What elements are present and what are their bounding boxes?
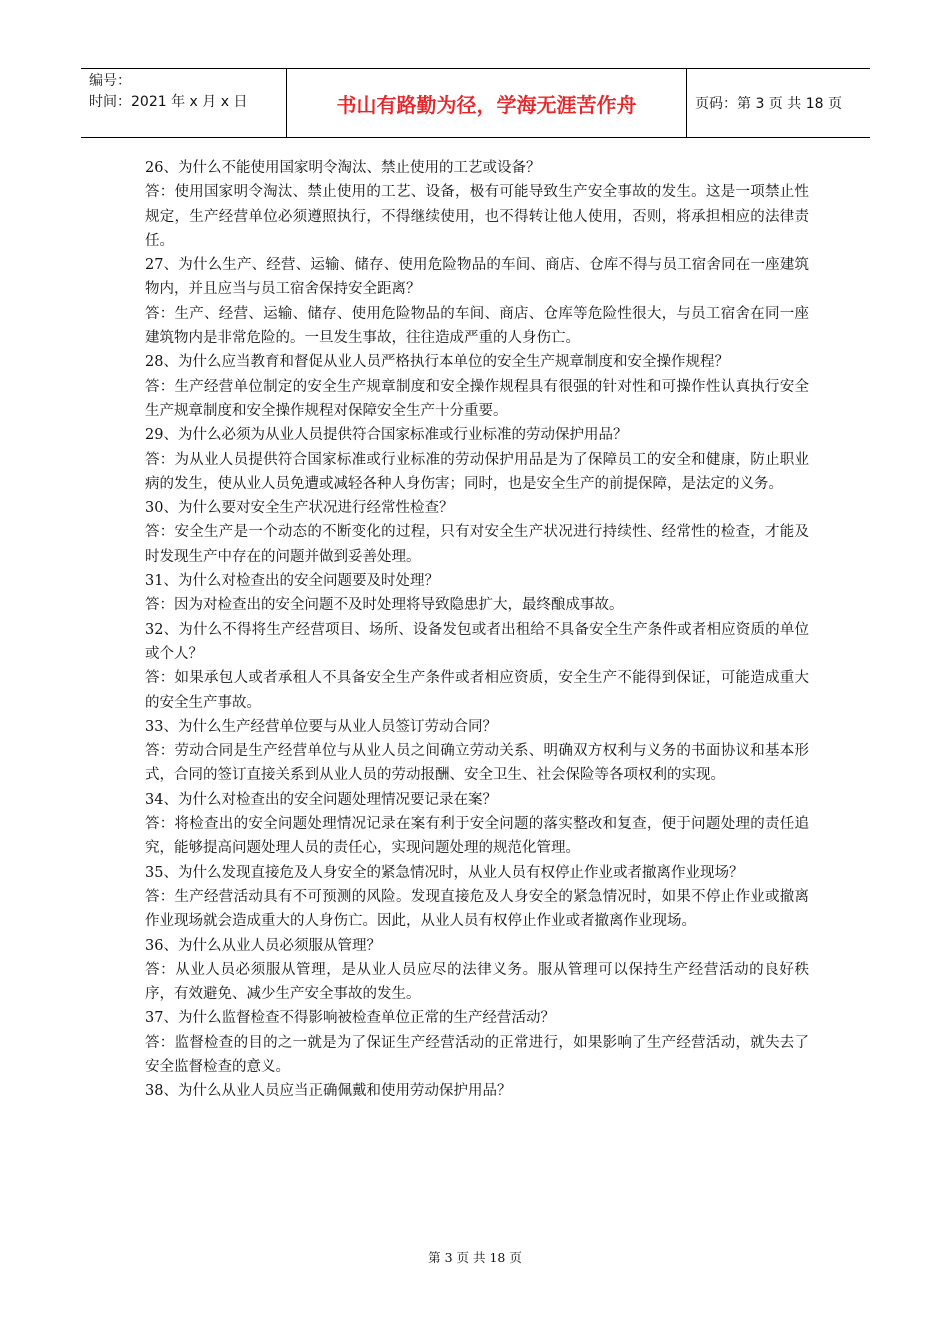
answer: 答：如果承包人或者承租人不具备安全生产条件或者相应资质，安全生产不能得到保证，可能造成重大的安全生产事故。 [145, 670, 809, 711]
answer: 答：生产经营单位制定的安全生产规章制度和安全操作规程具有很强的针对性和可操作性认真执行安全生产规章制度和安全操作规程对保障安全生产十分重要。 [145, 378, 809, 419]
question: 29、为什么必须为从业人员提供符合国家标准或行业标准的劳动保护用品？ [145, 427, 628, 444]
question: 27、为什么生产、经营、运输、储存、使用危险物品的车间、商店、仓库不得与员工宿舍同在一座建筑物内，并且应当与员工宿舍保持安全距离？ [145, 257, 809, 298]
question: 36、为什么从业人员必须服从管理？ [145, 937, 381, 954]
question: 33、为什么生产经营单位要与从业人员签订劳动合同？ [145, 718, 497, 735]
question: 30、为什么要对安全生产状况进行经常性检查？ [145, 500, 454, 517]
question: 28、为什么应当教育和督促从业人员严格执行本单位的安全生产规章制度和安全操作规程？ [145, 354, 729, 371]
answer: 答：使用国家明令淘汰、禁止使用的工艺、设备，极有可能导致生产安全事故的发生。这是一项禁止性规定，生产经营单位必须遵照执行，不得继续使用，也不得转让他人使用，否则，将承担相应的法律责任。 [145, 184, 809, 249]
question: 31、为什么对检查出的安全问题要及时处理？ [145, 573, 439, 590]
question: 37、为什么监督检查不得影响被检查单位正常的生产经营活动？ [145, 1010, 555, 1027]
qa-content [145, 156, 809, 1104]
header-motto: 书山有路勤为径，学海无涯苦作舟 [287, 69, 687, 137]
answer: 答：监督检查的目的之一就是为了保证生产经营活动的正常进行，如果影响了生产经营活动，就失去了安全监督检查的意义。 [145, 1034, 809, 1075]
page-header [81, 68, 870, 138]
question: 26、为什么不能使用国家明令淘汰、禁止使用的工艺或设备？ [145, 160, 541, 176]
header-meta [81, 69, 287, 137]
page-footer: 第 3 页 共 18 页 [428, 1250, 522, 1265]
question: 34、为什么对检查出的安全问题处理情况要记录在案？ [145, 791, 497, 808]
answer: 答：安全生产是一个动态的不断变化的过程，只有对安全生产状况进行持续性、经常性的检查，才能及时发现生产中存在的问题并做到妥善处理。 [145, 524, 809, 565]
answer: 答：生产、经营、运输、储存、使用危险物品的车间、商店、仓库等危险性很大，与员工宿舍在同一座建筑物内是非常危险的。一旦发生事故，往往造成严重的人身伤亡。 [145, 305, 809, 347]
question: 38、为什么从业人员应当正确佩戴和使用劳动保护用品？ [145, 1083, 512, 1100]
serial-label: 编号： [89, 73, 131, 89]
answer: 答：为从业人员提供符合国家标准或行业标准的劳动保护用品是为了保障员工的安全和健康，防止职业病的发生，使从业人员免遭或减轻各种人身伤害；同时，也是安全生产的前提保障，是法定的义务。 [145, 451, 809, 492]
answer: 答：从业人员必须服从管理，是从业人员应尽的法律义务。服从管理可以保持生产经营活动的良好秩序，有效避免、减少生产安全事故的发生。 [145, 961, 809, 1003]
question: 32、为什么不得将生产经营项目、场所、设备发包或者出租给不具备安全生产条件或者相应资质的单位或个人？ [145, 621, 809, 662]
header-page-info: 页码：第 3 页 共 18 页 [695, 96, 842, 112]
answer: 答：生产经营活动具有不可预测的风险。发现直接危及人身安全的紧急情况时，如果不停止作业或撤离作业现场就会造成重大的人身伤亡。因此，从业人员有权停止作业或者撤离作业现场。 [145, 888, 809, 930]
date-label: 时间：2021 年 x 月 x 日 [89, 94, 248, 110]
question: 35、为什么发现直接危及人身安全的紧急情况时，从业人员有权停止作业或者撤离作业现场？ [145, 864, 744, 881]
answer: 答：因为对检查出的安全问题不及时处理将导致隐患扩大，最终酿成事故。 [145, 597, 624, 614]
answer: 答：劳动合同是生产经营单位与从业人员之间确立劳动关系、明确双方权利与义务的书面协议和基本形式，合同的签订直接关系到从业人员的劳动报酬、安全卫生、社会保险等各项权利的实现。 [145, 743, 809, 784]
answer: 答：将检查出的安全问题处理情况记录在案有利于安全问题的落实整改和复查，便于问题处理的责任追究，能够提高问题处理人员的责任心，实现问题处理的规范化管理。 [145, 816, 809, 857]
